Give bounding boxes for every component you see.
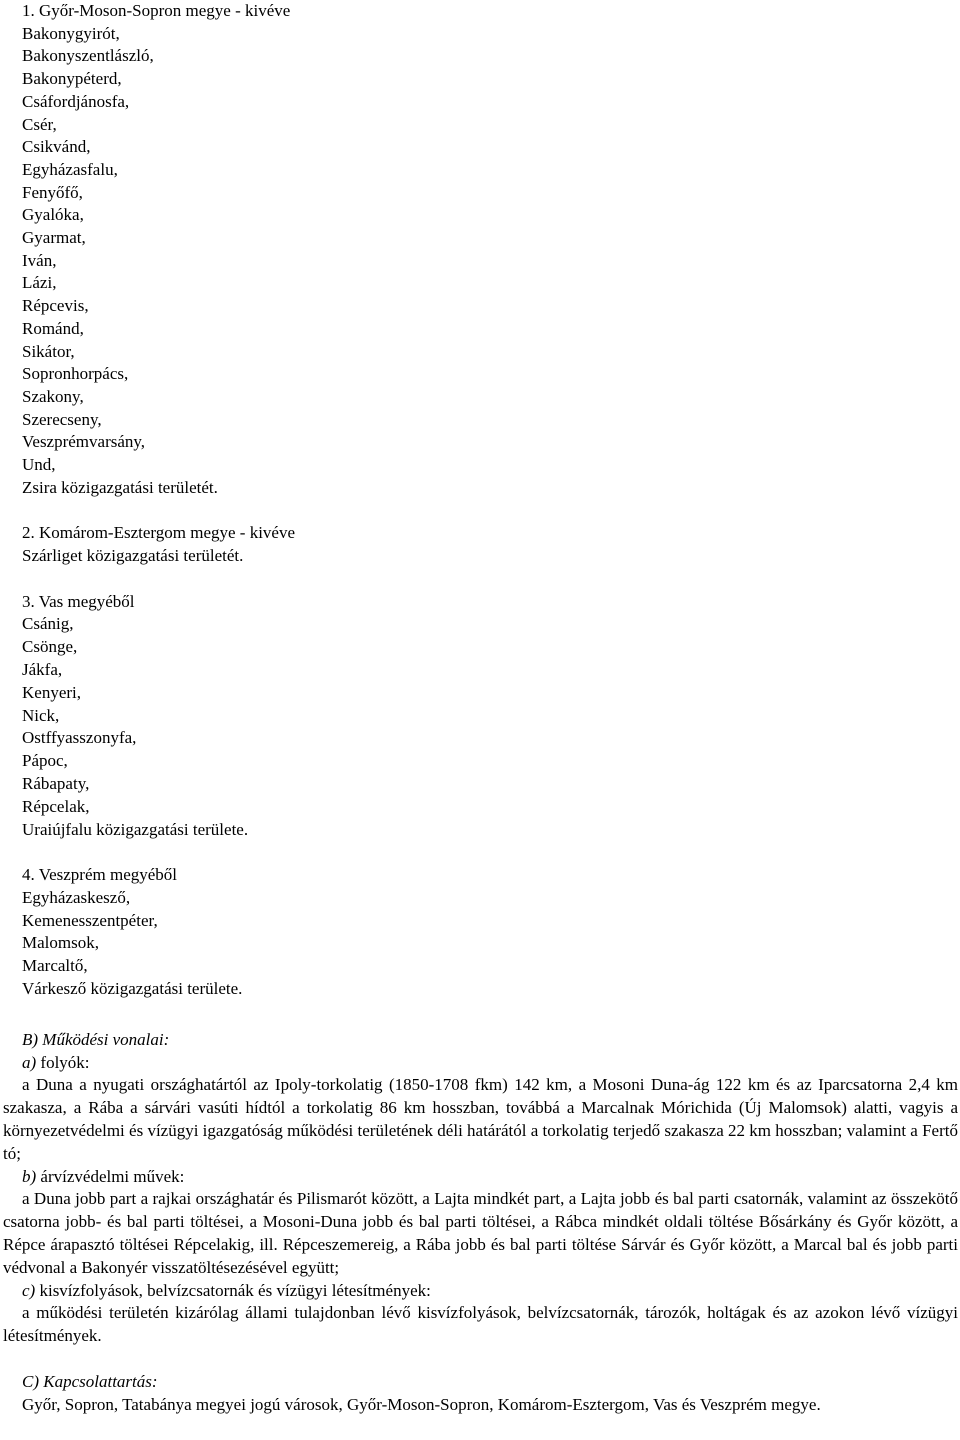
- list-item: Szerecseny,: [22, 409, 102, 429]
- subsection-b-text: a Duna jobb part a rajkai országhatár és Pilismarót között, a Lajta mindkét part, a Lajta jobb és bal parti csatornák, valamint az összekötő csatorna jobb- és bal parti töltései, a Mosoni-Duna jobb és bal parti töltései, a Rábca mindkét oldali töltése Bősárkány és Győr között, a Répce árapasztó töltései Répcelakig, ill. Répceszemereig, a Rába jobb és bal parti töltése Sárvár és Győr között, a Marcal bal és jobb parti védvonal a Bakonyér visszatöltésezésével együtt;: [3, 1189, 958, 1277]
- list-item: Várkesző közigazgatási területe.: [22, 979, 243, 998]
- list-item: Pápoc,: [22, 751, 68, 771]
- list-item: Egyházaskesző,: [22, 887, 131, 907]
- list-item: Csáfordjánosfa,: [22, 91, 130, 111]
- subsection-b-title: árvízvédelmi művek:: [36, 1167, 185, 1186]
- list-item: Gyarmat,: [22, 228, 86, 247]
- list-item: Kenyeri,: [22, 682, 82, 702]
- list-item: Und,: [22, 455, 56, 474]
- section-4-heading: 4. Veszprém megyéből: [22, 865, 178, 884]
- subsection-a-marker: a): [22, 1053, 37, 1072]
- subsection-b-label: [22, 1166, 184, 1188]
- list-item: Csér,: [22, 114, 57, 134]
- list-item: Sopronhorpács,: [22, 364, 129, 384]
- list-item: Csikvánd,: [22, 137, 91, 157]
- subsection-a-title: folyók:: [36, 1053, 90, 1072]
- list-item: Veszprémvarsány,: [22, 432, 146, 452]
- section-2-heading: 2. Komárom-Esztergom megye - kivéve: [22, 523, 296, 542]
- list-item: Rábapaty,: [22, 773, 90, 793]
- list-item: Bakonyszentlászló,: [22, 46, 154, 66]
- list-item: Kemenesszentpéter,: [22, 910, 158, 930]
- list-item: Egyházasfalu,: [22, 159, 118, 179]
- list-item: Nick,: [22, 705, 60, 725]
- list-item: Lázi,: [22, 273, 57, 293]
- list-item: Gyalóka,: [22, 205, 84, 225]
- list-item: Ostffyasszonyfa,: [22, 728, 137, 748]
- list-item: Jákfa,: [22, 659, 63, 679]
- subsection-c-marker: c): [22, 1281, 36, 1300]
- section-1-heading: 1. Győr-Moson-Sopron megye - kivéve: [22, 1, 291, 20]
- list-item: Sikátor,: [22, 341, 75, 361]
- list-item: Marcaltő,: [22, 956, 88, 976]
- list-item: Szakony,: [22, 386, 84, 406]
- section-3-heading: 3. Vas megyéből: [22, 591, 135, 611]
- list-item: Répcelak,: [22, 796, 90, 816]
- subsection-a-label: [22, 1052, 90, 1074]
- subsection-c-text: a működési területén kizárólag állami tulajdonban lévő kisvízfolyások, belvízcsatornák, tározók, holtágak és az azokon lévő vízügyi létesítmények.: [3, 1303, 958, 1345]
- section-c-heading: C) Kapcsolattartás:: [22, 1372, 158, 1391]
- list-item: Zsira közigazgatási területét.: [22, 477, 218, 497]
- list-item: Bakonypéterd,: [22, 69, 122, 89]
- subsection-c-label: [22, 1280, 431, 1302]
- list-item: Répcevis,: [22, 296, 89, 316]
- section-b-heading: B) Működési vonalai:: [22, 1030, 170, 1049]
- list-item: Fenyőfő,: [22, 182, 83, 202]
- list-item: Bakonygyirót,: [22, 23, 120, 43]
- subsection-c-title: kisvízfolyások, belvízcsatornák és vízügyi létesítmények:: [35, 1281, 431, 1300]
- subsection-b-marker: b): [22, 1167, 37, 1186]
- list-item: Csánig,: [22, 614, 74, 634]
- subsection-a-text: a Duna a nyugati országhatártól az Ipoly-torkolatig (1850-1708 fkm) 142 km, a Mosoni Duna-ág 122 km és az Iparcsatorna 2,4 km szakasza, a Rába a sárvári vasúti hídtól a torkolatig 86 km hosszban, továbbá a Marcalnak Mórichida (Új Malomsok) alatti, vagyis a környezetvédelmi és vízügyi igazgatóság működési területének déli határától a torkolatig terjedő szakasza 22 km hosszban; valamint a Fertő tó;: [3, 1075, 958, 1163]
- list-item: Szárliget közigazgatási területét.: [22, 546, 244, 565]
- section-c-text: Győr, Sopron, Tatabánya megyei jogú városok, Győr-Moson-Sopron, Komárom-Esztergom, Vas és Veszprém megye.: [22, 1395, 821, 1414]
- list-item: Uraiújfalu közigazgatási területe.: [22, 819, 249, 839]
- list-item: Iván,: [22, 250, 57, 270]
- list-item: Románd,: [22, 318, 84, 338]
- list-item: Malomsok,: [22, 933, 99, 953]
- list-item: Csönge,: [22, 637, 78, 657]
